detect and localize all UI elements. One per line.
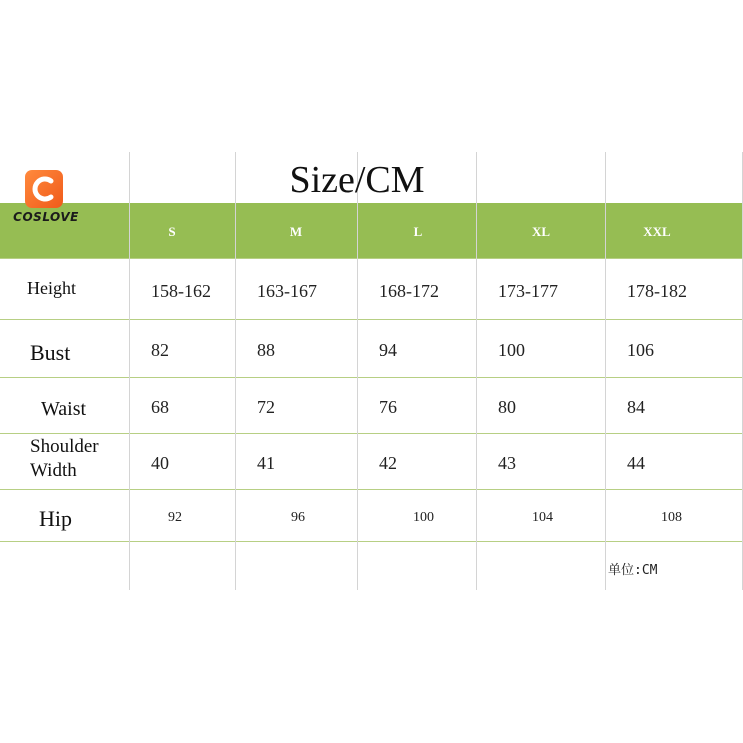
- table-cell: 68: [151, 397, 169, 417]
- table-cell: 40: [151, 453, 169, 473]
- table-cell: 80: [498, 397, 516, 417]
- row-label-line: Shoulder: [30, 436, 99, 457]
- column-divider: [235, 152, 236, 590]
- row-label-bust: Bust: [30, 340, 71, 365]
- size-header-xxl: XXL: [643, 224, 671, 239]
- table-cell: 106: [627, 340, 654, 360]
- table-cell: 96: [291, 510, 305, 525]
- column-divider: [129, 152, 130, 590]
- brand-name: COSLOVE: [13, 210, 79, 224]
- unit-note: 单位:CM: [608, 563, 658, 578]
- table-cell: 108: [661, 510, 682, 525]
- table-cell: 42: [379, 453, 397, 473]
- row-divider: [0, 319, 743, 320]
- table-cell: 100: [498, 340, 525, 360]
- page-title: Size/CM: [289, 159, 425, 201]
- table-cell: 72: [257, 397, 275, 417]
- table-cell: 44: [627, 453, 645, 473]
- row-label-hip: Hip: [39, 506, 72, 531]
- table-cell: 76: [379, 397, 397, 417]
- column-divider: [476, 152, 477, 590]
- row-divider: [0, 433, 743, 434]
- column-divider: [357, 152, 358, 590]
- row-label-line: Width: [30, 460, 77, 481]
- row-divider: [0, 258, 743, 259]
- logo-icon: [25, 170, 63, 208]
- table-cell: 94: [379, 340, 397, 360]
- size-header-m: M: [289, 224, 303, 239]
- table-cell: 104: [532, 510, 553, 525]
- table-cell: 82: [151, 340, 169, 360]
- row-divider: [0, 377, 743, 378]
- table-cell: 158-162: [151, 281, 211, 301]
- size-header-xl: XL: [531, 224, 551, 239]
- row-label-waist: Waist: [41, 398, 87, 420]
- table-cell: 88: [257, 340, 275, 360]
- row-label-shoulder-width: [30, 435, 99, 483]
- table-cell: 163-167: [257, 281, 317, 301]
- table-cell: 41: [257, 453, 275, 473]
- row-divider: [0, 489, 743, 490]
- table-cell: 43: [498, 453, 516, 473]
- row-label-height: Height: [27, 278, 76, 298]
- table-cell: 168-172: [379, 281, 439, 301]
- brand-logo: [4, 170, 88, 230]
- table-cell: 84: [627, 397, 645, 417]
- table-cell: 173-177: [498, 281, 558, 301]
- table-cell: 92: [168, 510, 182, 525]
- table-cell: 100: [413, 510, 434, 525]
- column-divider: [605, 152, 606, 590]
- table-cell: 178-182: [627, 281, 687, 301]
- row-divider: [0, 541, 743, 542]
- size-header-s: S: [168, 224, 176, 239]
- size-header-l: L: [413, 224, 423, 239]
